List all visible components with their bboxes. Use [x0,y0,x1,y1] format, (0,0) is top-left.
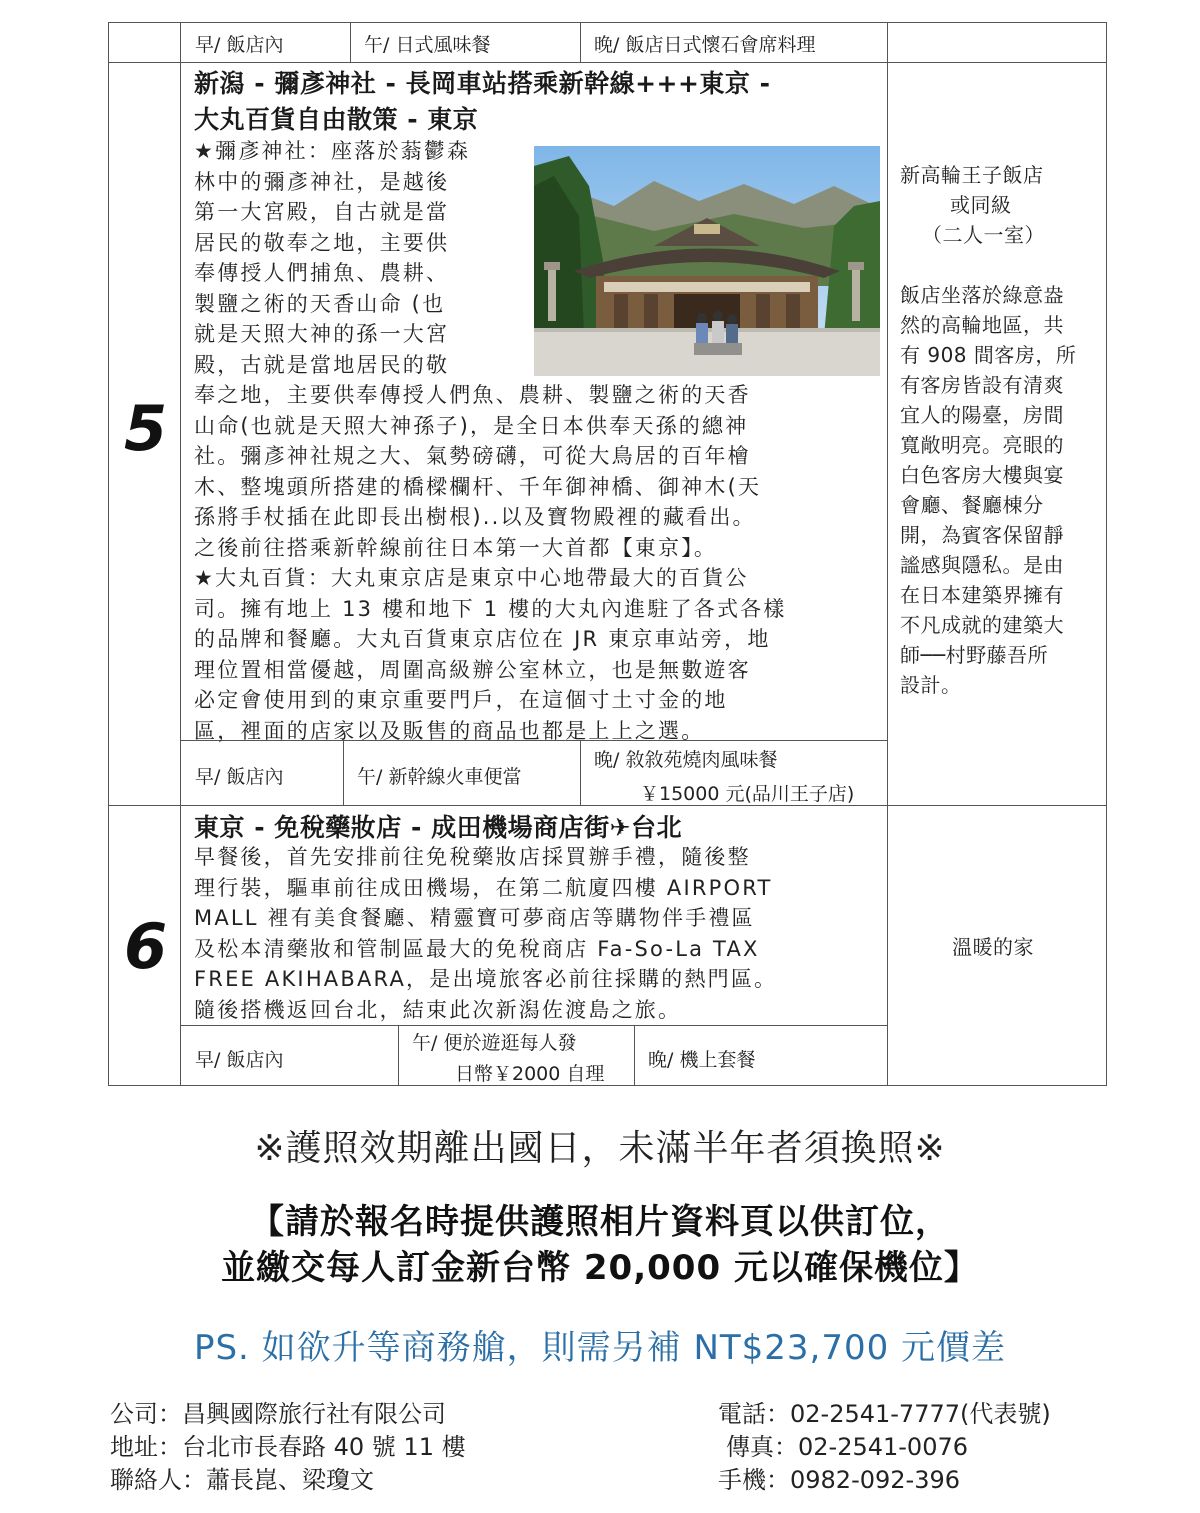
table-divider [580,740,581,805]
table-divider [580,22,581,62]
hotel-name: 新高輪王子飯店 [900,163,1044,187]
day5-title-line2: 大丸百貨自由散策 - 東京 [194,105,479,134]
hotel-text: 不凡成就的建築大 [900,613,1064,637]
meal-lunch: 午/ 新幹線火車便當 [357,766,522,788]
hotel-text: （二人一室） [922,223,1045,247]
meal-breakfast: 早/ 飯店內 [195,34,284,56]
table-divider [887,22,888,1086]
table-divider [180,22,181,1086]
hotel-text: 設計。 [900,673,962,697]
meal-dinner: 晚/ 敘敘苑燒肉風味餐 [594,749,778,771]
text-line: 奉之地，主要供奉傳授人們魚、農耕、製鹽之術的天香 [194,383,751,407]
text-line: 第一大宮殿，自古就是當 [194,200,450,224]
meal-breakfast: 早/ 飯店內 [195,766,284,788]
mobile-number: 手機：0982-092-396 [718,1466,961,1494]
meal-lunch-note: 日幣￥2000 自理 [455,1063,605,1085]
table-divider [180,1025,887,1026]
text-line: 孫將手杖插在此即長出樹根)..以及寶物殿裡的藏看出。 [194,505,756,529]
yahiko-shrine-photo [534,146,880,376]
text-line: 山命(也就是天照大神孫子)，是全日本供奉天孫的總神 [194,413,749,438]
day6-hotel: 溫暖的家 [952,935,1034,959]
text-line: 木、整塊頭所搭建的橋樑欄杆、千年御神橋、御神木(天 [194,474,762,499]
text-line: 就是天照大神的孫一大宮 [194,322,450,346]
company-info [110,1398,466,1497]
passport-notice: ※護照效期離出國日，未滿半年者須換照※ [254,1128,946,1169]
table-divider [350,22,351,62]
meal-dinner-price: ￥15000 元(品川王子店) [640,783,855,805]
text-line: 殿，古就是當地居民的敬 [194,352,450,377]
day5-wrap-text [194,136,470,380]
text-line: 社。彌彥神社規之大、氣勢磅礴，可從大鳥居的百年檜 [194,444,751,468]
text-line: FREE AKIHABARA，是出境旅客必前往採購的熱門區。 [194,967,778,991]
hotel-text: 飯店坐落於綠意盎 [900,283,1064,307]
company-phones [718,1398,1051,1497]
day-number-6: 6 [124,910,168,983]
day5-body-text [194,380,787,746]
text-line: ★彌彥神社：座落於蓊鬱森 [194,139,471,163]
text-line: 司。擁有地上 13 樓和地下 1 樓的大丸內進駐了各式各樣 [194,596,787,621]
day6-title: 東京 - 免稅藥妝店 - 成田機場商店街✈台北 [194,813,683,842]
hotel-text: 在日本建築界擁有 [900,583,1064,607]
text-line: 林中的彌彥神社，是越後 [194,169,450,194]
hotel-text: 或同級 [950,193,1012,217]
text-line: 隨後搭機返回台北，結束此次新潟佐渡島之旅。 [194,997,682,1022]
text-line: 必定會使用到的東京重要門戶，在這個寸土寸金的地 [194,688,728,712]
text-line: 早餐後，首先安排前往免稅藥妝店採買辦手禮，隨後整 [194,845,751,869]
hotel-text: 寬敞明亮。亮眼的 [900,433,1064,457]
text-line: 之後前往搭乘新幹線前往日本第一大首都【東京】。 [194,535,718,560]
day5-hotel [900,160,1100,700]
company-address: 地址：台北市長春路 40 號 11 樓 [110,1433,466,1461]
phone-number: 電話：02-2541-7777(代表號) [718,1400,1051,1428]
text-line: 理行裝，驅車前往成田機場，在第二航廈四樓 AIRPORT [194,875,773,900]
hotel-text: 有 908 間客房，所 [900,343,1077,367]
hotel-text: 然的高輪地區，共 [900,313,1064,337]
meal-breakfast: 早/ 飯店內 [195,1049,284,1071]
meal-lunch: 午/ 日式風味餐 [364,34,491,56]
text-line: 理位置相當優越，周圍高級辦公室林立，也是無數遊客 [194,657,751,682]
company-name: 公司：昌興國際旅行社有限公司 [110,1400,446,1428]
hotel-text: 白色客房大樓與宴 [900,463,1064,487]
table-divider [634,1025,635,1086]
hotel-text: 謐感與隱私。是由 [900,553,1064,577]
hotel-text: 有客房皆設有清爽 [900,373,1064,397]
text-line: ★大丸百貨：大丸東京店是東京中心地帶最大的百貨公 [194,566,749,590]
hotel-text: 師──村野藤吾所 [900,643,1049,667]
meal-dinner: 晚/ 機上套餐 [648,1049,756,1071]
text-line: 區，裡面的店家以及販售的商品也都是上上之選。 [194,718,705,743]
company-contact: 聯絡人：蕭長崑、梁瓊文 [110,1466,374,1494]
hotel-text: 開，為賓客保留靜 [900,523,1064,547]
hotel-spacer [900,250,1100,280]
table-divider [108,62,1107,63]
deposit-notice-line1: 【請於報名時提供護照相片資料頁以供訂位， [250,1202,950,1242]
text-line: 的品牌和餐廳。大丸百貨東京店位在 JR 東京車站旁，地 [194,627,771,651]
table-divider [343,740,344,805]
fax-number: 傳真：02-2541-0076 [726,1433,969,1461]
text-line: 及松本清藥妝和管制區最大的免稅商店 Fa-So-La TAX [194,936,760,961]
table-divider [108,805,1107,806]
text-line: 奉傳授人們捕魚、農耕、 [194,261,450,285]
meal-lunch: 午/ 便於遊逛每人發 [412,1032,577,1054]
deposit-notice-line2: 並繳交每人訂金新台幣 20,000 元以確保機位】 [221,1248,979,1288]
day-number-5: 5 [124,392,168,465]
hotel-text: 會廳、餐廳棟分 [900,493,1044,517]
table-divider [398,1025,399,1086]
text-line: MALL 裡有美食餐廳、精靈寶可夢商店等購物伴手禮區 [194,906,755,930]
business-class-upgrade-note: PS. 如欲升等商務艙，則需另補 NT$23,700 元價差 [193,1328,1007,1368]
meal-dinner: 晚/ 飯店日式懷石會席料理 [594,34,816,56]
text-line: 製鹽之術的天香山命 (也 [194,291,446,316]
day6-body-text [194,842,777,1025]
hotel-text: 宜人的陽臺，房間 [900,403,1064,427]
text-line: 居民的敬奉之地，主要供 [194,230,450,255]
day5-title-line1: 新潟 - 彌彥神社 - 長岡車站搭乘新幹線+++東京 - [194,69,771,98]
